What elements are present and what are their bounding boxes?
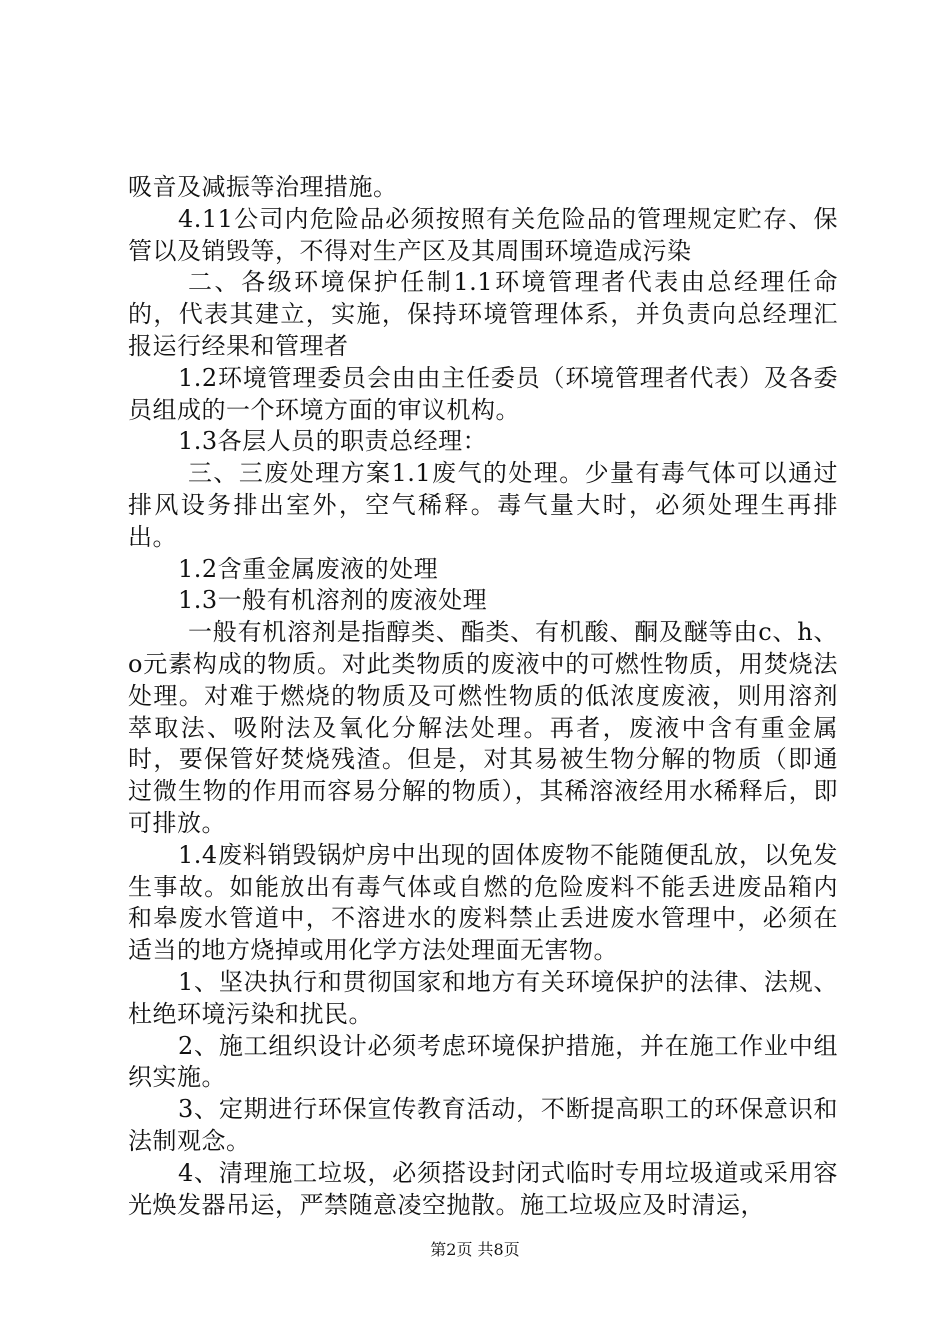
- paragraph: 吸音及减振等治理措施。: [128, 173, 398, 201]
- paragraph: 3、定期进行环保宣传教育活动，不断提高职工的环保意识和法制观念。: [128, 1095, 838, 1155]
- page-number-footer: 第2页 共8页: [430, 1240, 520, 1259]
- paragraph: 4、清理施工垃圾，必须搭设封闭式临时专用垃圾道或采用容光焕发器吊运，严禁随意凌空抛散。施工垃圾应及时清运，: [128, 1158, 838, 1219]
- paragraph: 二、各级环境保护任制1.1环境管理者代表由总经理任命的，代表其建立，实施，保持环境管理体系，并负责向总经理汇报运行经果和管理者: [128, 268, 838, 360]
- paragraph: 4.11公司内危险品必须按照有关危险品的管理规定贮存、保管以及销毁等，不得对生产区及其周围环境造成污染: [128, 204, 838, 265]
- paragraph: 1.4废料销毁锅炉房中出现的固体废物不能随便乱放，以免发生事故。如能放出有毒气体或自燃的危险废料不能丢进废品箱内和皋废水管道中，不溶进水的废料禁止丢进废水管理中，必须在适当的地方烧掉或用化学方法处理面无害物。: [128, 840, 838, 965]
- paragraph: 1.3一般有机溶剂的废液处理: [178, 586, 488, 615]
- paragraph: 一般有机溶剂是指醇类、酯类、有机酸、酮及醚等由c、h、o元素构成的物质。对此类物质的废液中的可燃性物质，用焚烧法处理。对难于燃烧的物质及可燃性物质的低浓度废液，则用溶剂萃取法、吸附法及氧化分解法处理。再者，废液中含有重金属时，要保管好焚烧残渣。但是，对其易被生物分解的物质（即通过微生物的作用而容易分解的物质），其稀溶液经用水稀释后，即可排放。: [128, 618, 838, 837]
- document-body: [128, 172, 838, 1221]
- paragraph: 1.2环境管理委员会由由主任委员（环境管理者代表）及各委员组成的一个环境方面的审议机构。: [128, 363, 838, 424]
- paragraph: 1.2含重金属废液的处理: [178, 554, 439, 583]
- paragraph: 1、坚决执行和贯彻国家和地方有关环境保护的法律、法规、杜绝环境污染和扰民。: [128, 967, 838, 1028]
- paragraph: 1.3各层人员的职责总经理：: [178, 427, 488, 456]
- paragraph: 三、三废处理方案1.1废气的处理。少量有毒气体可以通过排风设务排出室外，空气稀释。毒气量大时，必须处理生再排出。: [128, 459, 838, 551]
- paragraph: 2、施工组织设计必须考虑环境保护措施，并在施工作业中组织实施。: [128, 1031, 838, 1092]
